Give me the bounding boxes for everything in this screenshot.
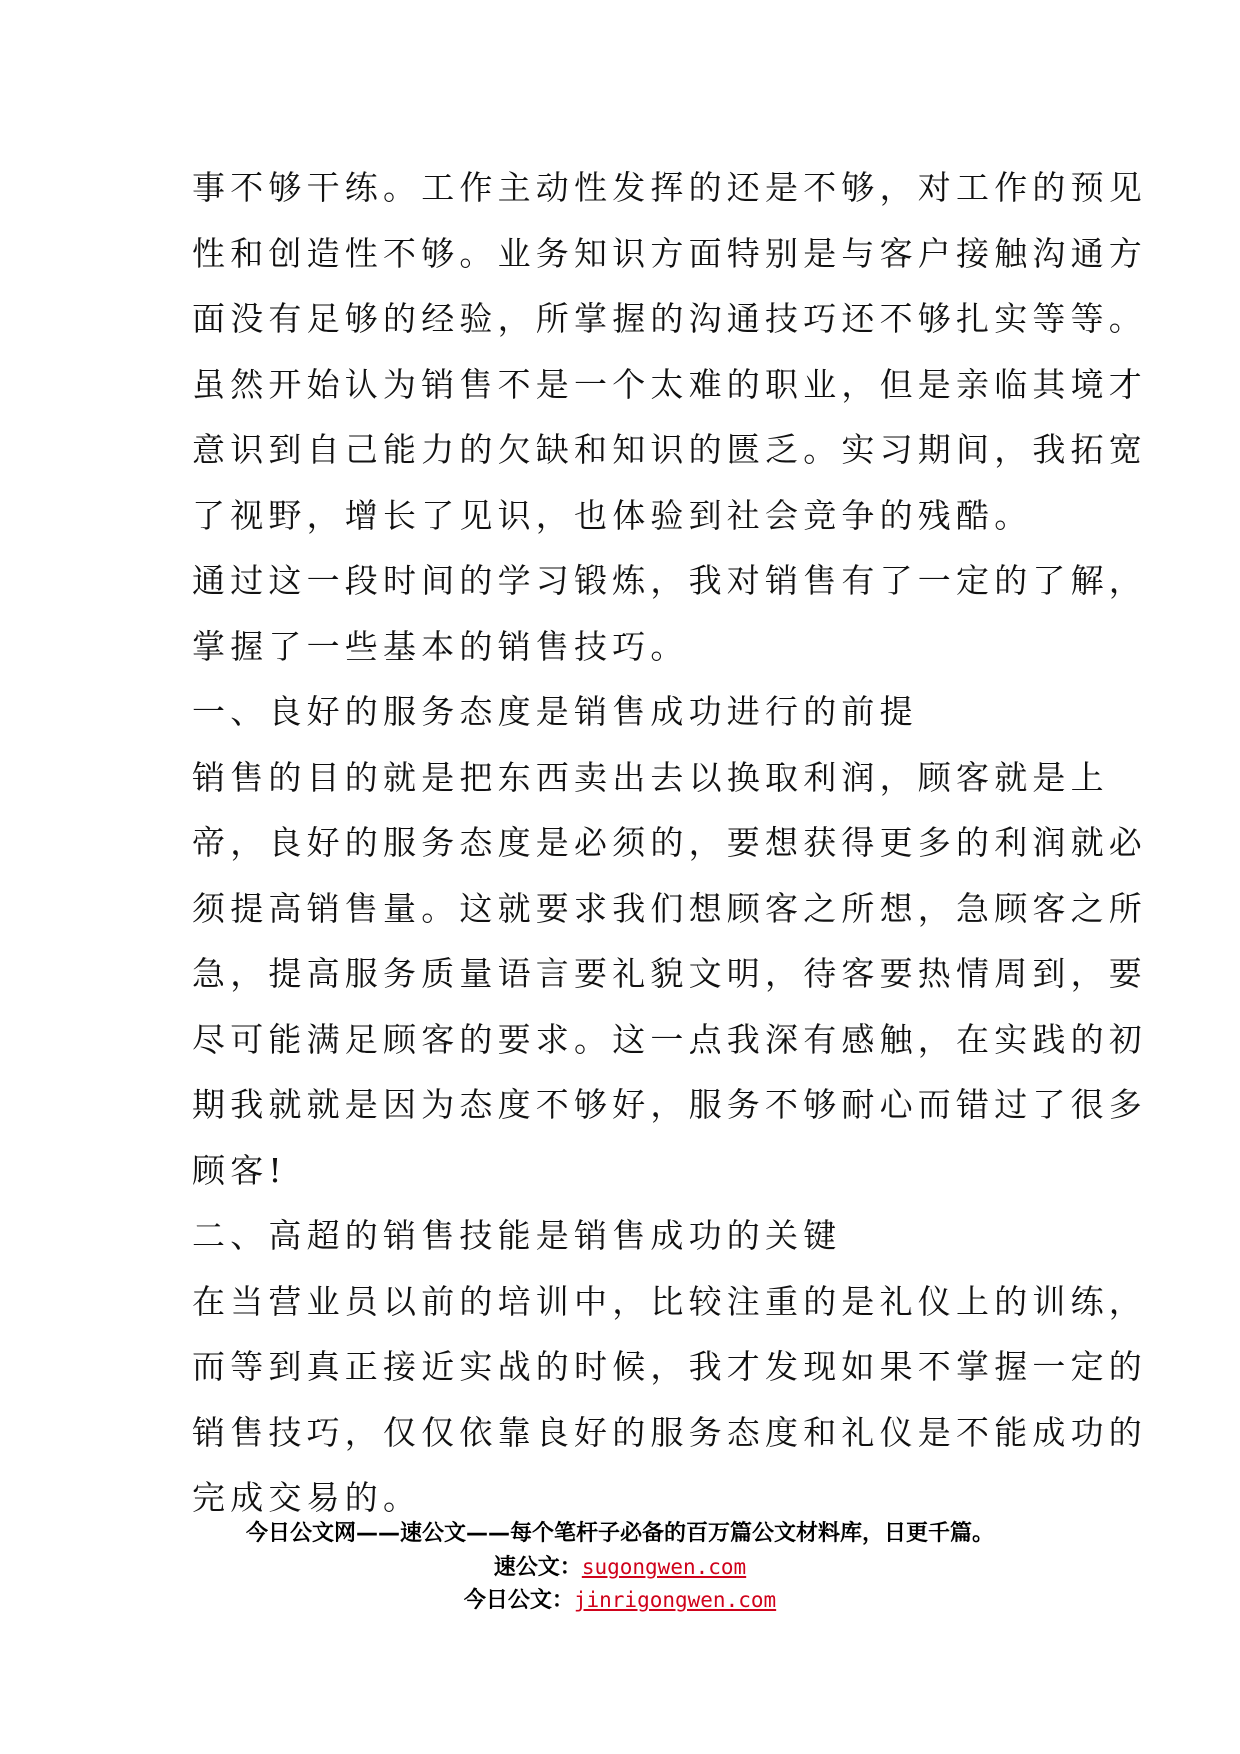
section-heading: 一、良好的服务态度是销售成功进行的前提	[192, 692, 918, 731]
body-line: 而等到真正接近实战的时候，我才发现如果不掌握一定的	[192, 1347, 1147, 1386]
body-line: 帝，良好的服务态度是必须的，要想获得更多的利润就必	[192, 823, 1147, 862]
body-line: 销售技巧，仅仅依靠良好的服务态度和礼仪是不能成功的	[192, 1412, 1147, 1452]
footer-link-label: 速公文：	[493, 1555, 582, 1580]
body-line: 性和创造性不够。业务知识方面特别是与客户接触沟通方	[192, 233, 1147, 273]
body-line: 虽然开始认为销售不是一个太难的职业，但是亲临其境才	[192, 364, 1147, 404]
document-body	[192, 155, 1147, 1531]
footer	[0, 1517, 1240, 1617]
body-line: 通过这一段时间的学习锻炼，我对销售有了一定的了解，	[192, 561, 1147, 600]
footer-tagline: 今日公文网——速公文——每个笔杆子必备的百万篇公文材料库，日更千篇。	[245, 1521, 994, 1546]
footer-link-row-jinrigongwen	[0, 1584, 1240, 1617]
body-line: 事不够干练。工作主动性发挥的还是不够，对工作的预见	[192, 168, 1147, 207]
body-line: 了视野，增长了见识，也体验到社会竞争的残酷。	[192, 495, 1033, 535]
body-line: 面没有足够的经验，所掌握的沟通技巧还不够扎实等等。	[192, 299, 1147, 338]
body-line: 在当营业员以前的培训中，比较注重的是礼仪上的训练，	[192, 1281, 1147, 1321]
body-line: 完成交易的。	[192, 1478, 422, 1517]
body-line: 尽可能满足顾客的要求。这一点我深有感触，在实践的初	[192, 1019, 1147, 1059]
body-line: 顾客!	[192, 1150, 287, 1190]
body-line: 销售的目的就是把东西卖出去以换取利润，顾客就是上	[192, 757, 1109, 797]
body-line: 期我就就是因为态度不够好，服务不够耐心而错过了很多	[192, 1085, 1147, 1124]
body-line: 须提高销售量。这就要求我们想顾客之所想，急顾客之所	[192, 888, 1147, 928]
body-line: 意识到自己能力的欠缺和知识的匮乏。实习期间，我拓宽	[192, 430, 1147, 469]
section-heading: 二、高超的销售技能是销售成功的关键	[192, 1216, 842, 1255]
footer-link-label: 今日公文：	[463, 1588, 574, 1613]
body-line: 急，提高服务质量语言要礼貌文明，待客要热情周到，要	[192, 954, 1147, 993]
body-line: 掌握了一些基本的销售技巧。	[192, 626, 689, 666]
footer-link-row-sugongwen	[0, 1551, 1240, 1584]
sugongwen-link[interactable]: sugongwen.com	[581, 1555, 747, 1579]
jinrigongwen-link[interactable]: jinrigongwen.com	[573, 1588, 777, 1612]
